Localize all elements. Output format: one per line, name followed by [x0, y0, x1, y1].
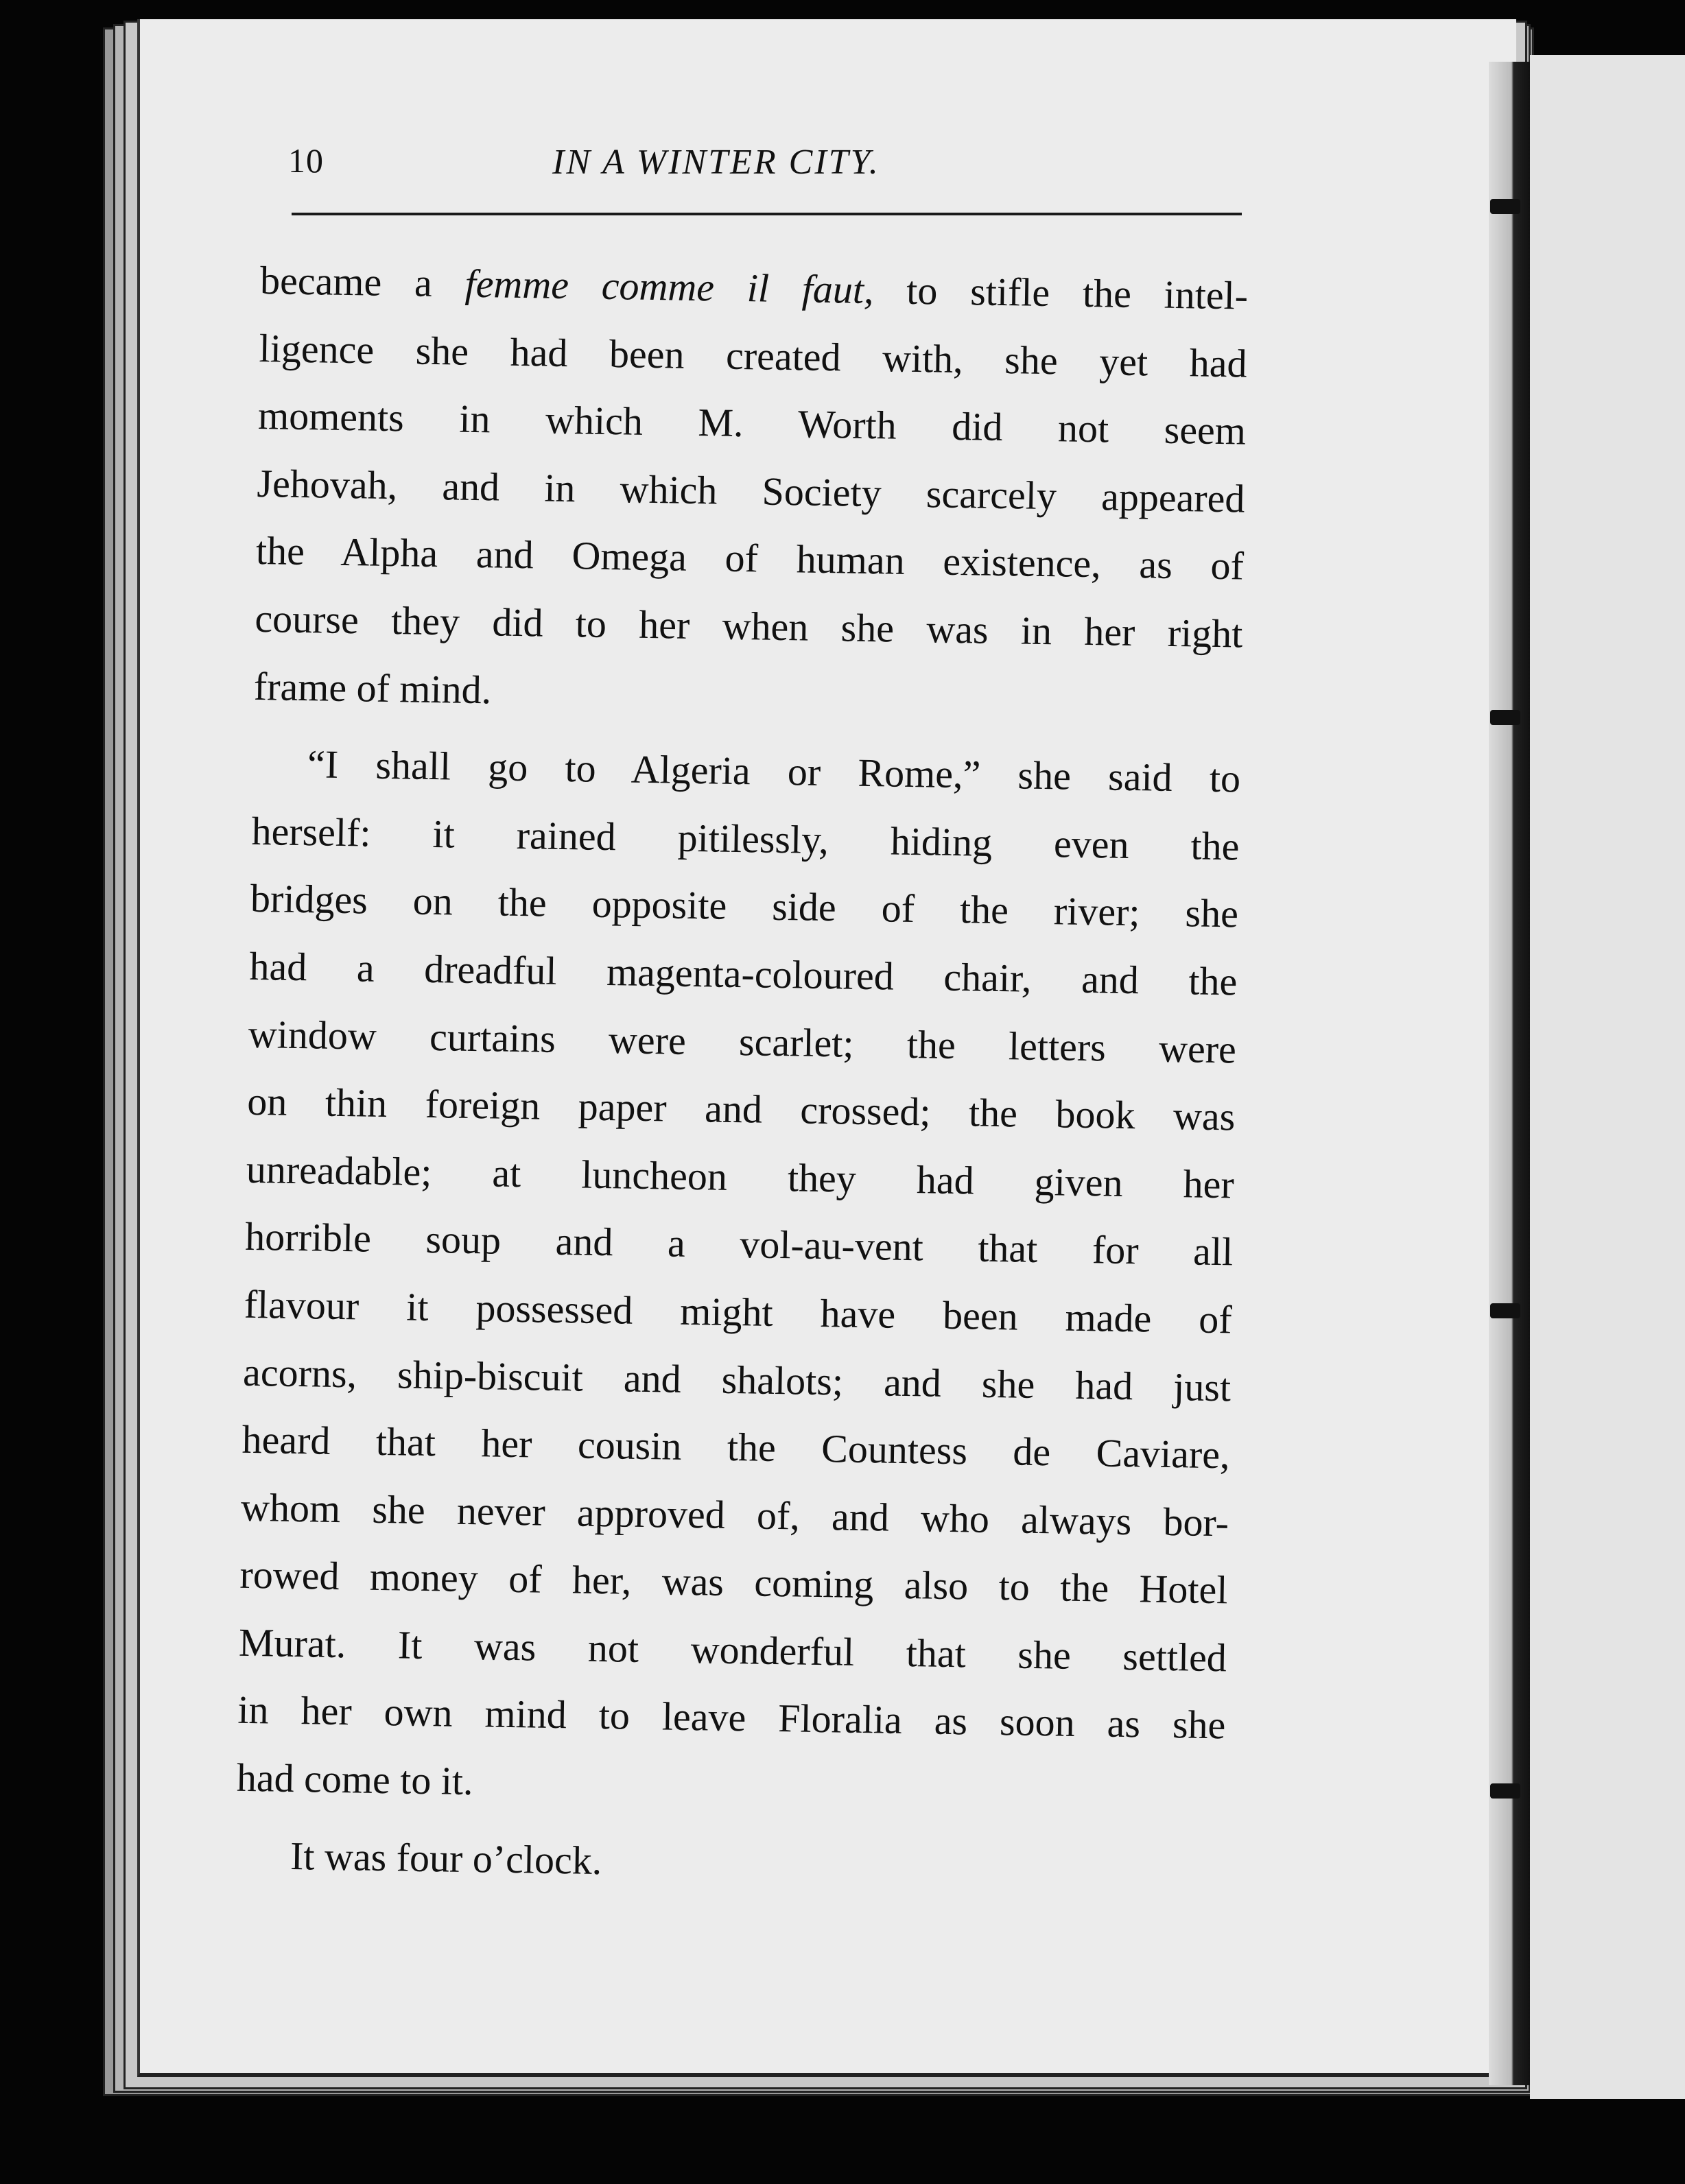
text-line: ligence she had been created with, she yet had [259, 325, 1248, 386]
text-line: moments in which M. Worth did not seem [257, 393, 1247, 453]
text-run: became a [259, 257, 466, 306]
paragraph [253, 247, 1249, 736]
text-line: It was four o’clock. [290, 1833, 602, 1883]
text-line: on thin foreign paper and crossed; the book was [246, 1078, 1236, 1139]
header-rule [292, 213, 1242, 215]
text-line: course they did to her when she was in her right [254, 595, 1243, 656]
text-line: Murat. It was not wonderful that she settled [238, 1619, 1227, 1681]
text-line: horrible soup and a vol-au-vent that for all [244, 1214, 1234, 1274]
binding-stitch [1490, 1303, 1520, 1318]
text-line: Jehovah, and in which Society scarcely appeared [257, 460, 1245, 521]
body-text [235, 247, 1248, 1905]
text-line: in her own mind to leave Floralia as soon as she [237, 1687, 1226, 1748]
text-line: window curtains were scarlet; the letters were [248, 1011, 1237, 1072]
text-line: herself: it rained pitilessly, hiding even the [251, 808, 1240, 869]
text-line: bridges on the opposite side of the river; she [250, 876, 1239, 936]
italic-phrase: femme comme il faut, [464, 261, 875, 313]
text-line: flavour it possessed might have been made of [244, 1281, 1233, 1342]
facing-page-edge [1530, 55, 1685, 2099]
text-line: had a dreadful magenta-coloured chair, and the [249, 943, 1238, 1004]
text-line: unreadable; at luncheon they had given her [246, 1146, 1235, 1207]
page-header [288, 141, 1242, 195]
text-line: whom she never approved of, and who always bor- [240, 1484, 1229, 1545]
book-gutter [1489, 62, 1530, 2085]
text-line: rowed money of her, was coming also to the Hotel [239, 1552, 1228, 1613]
page-number: 10 [288, 141, 324, 180]
text-line: the Alpha and Omega of human existence, as of [255, 528, 1245, 589]
text-line: had come to it. [236, 1755, 474, 1804]
text-line: heard that her cousin the Countess de Caviare, [241, 1416, 1231, 1477]
text-line: “I shall go to Algeria or Rome,” she said to [307, 741, 1241, 801]
text-line: acorns, ship-biscuit and shalots; and she had just [242, 1349, 1232, 1410]
text-line: frame of mind. [253, 663, 492, 712]
paragraph [236, 730, 1241, 1827]
binding-stitch [1490, 1783, 1520, 1799]
binding-stitch [1490, 710, 1520, 725]
running-title: IN A WINTER CITY. [552, 143, 880, 182]
binding-stitch [1490, 199, 1520, 214]
text-run: to stifle the intel- [873, 268, 1249, 318]
